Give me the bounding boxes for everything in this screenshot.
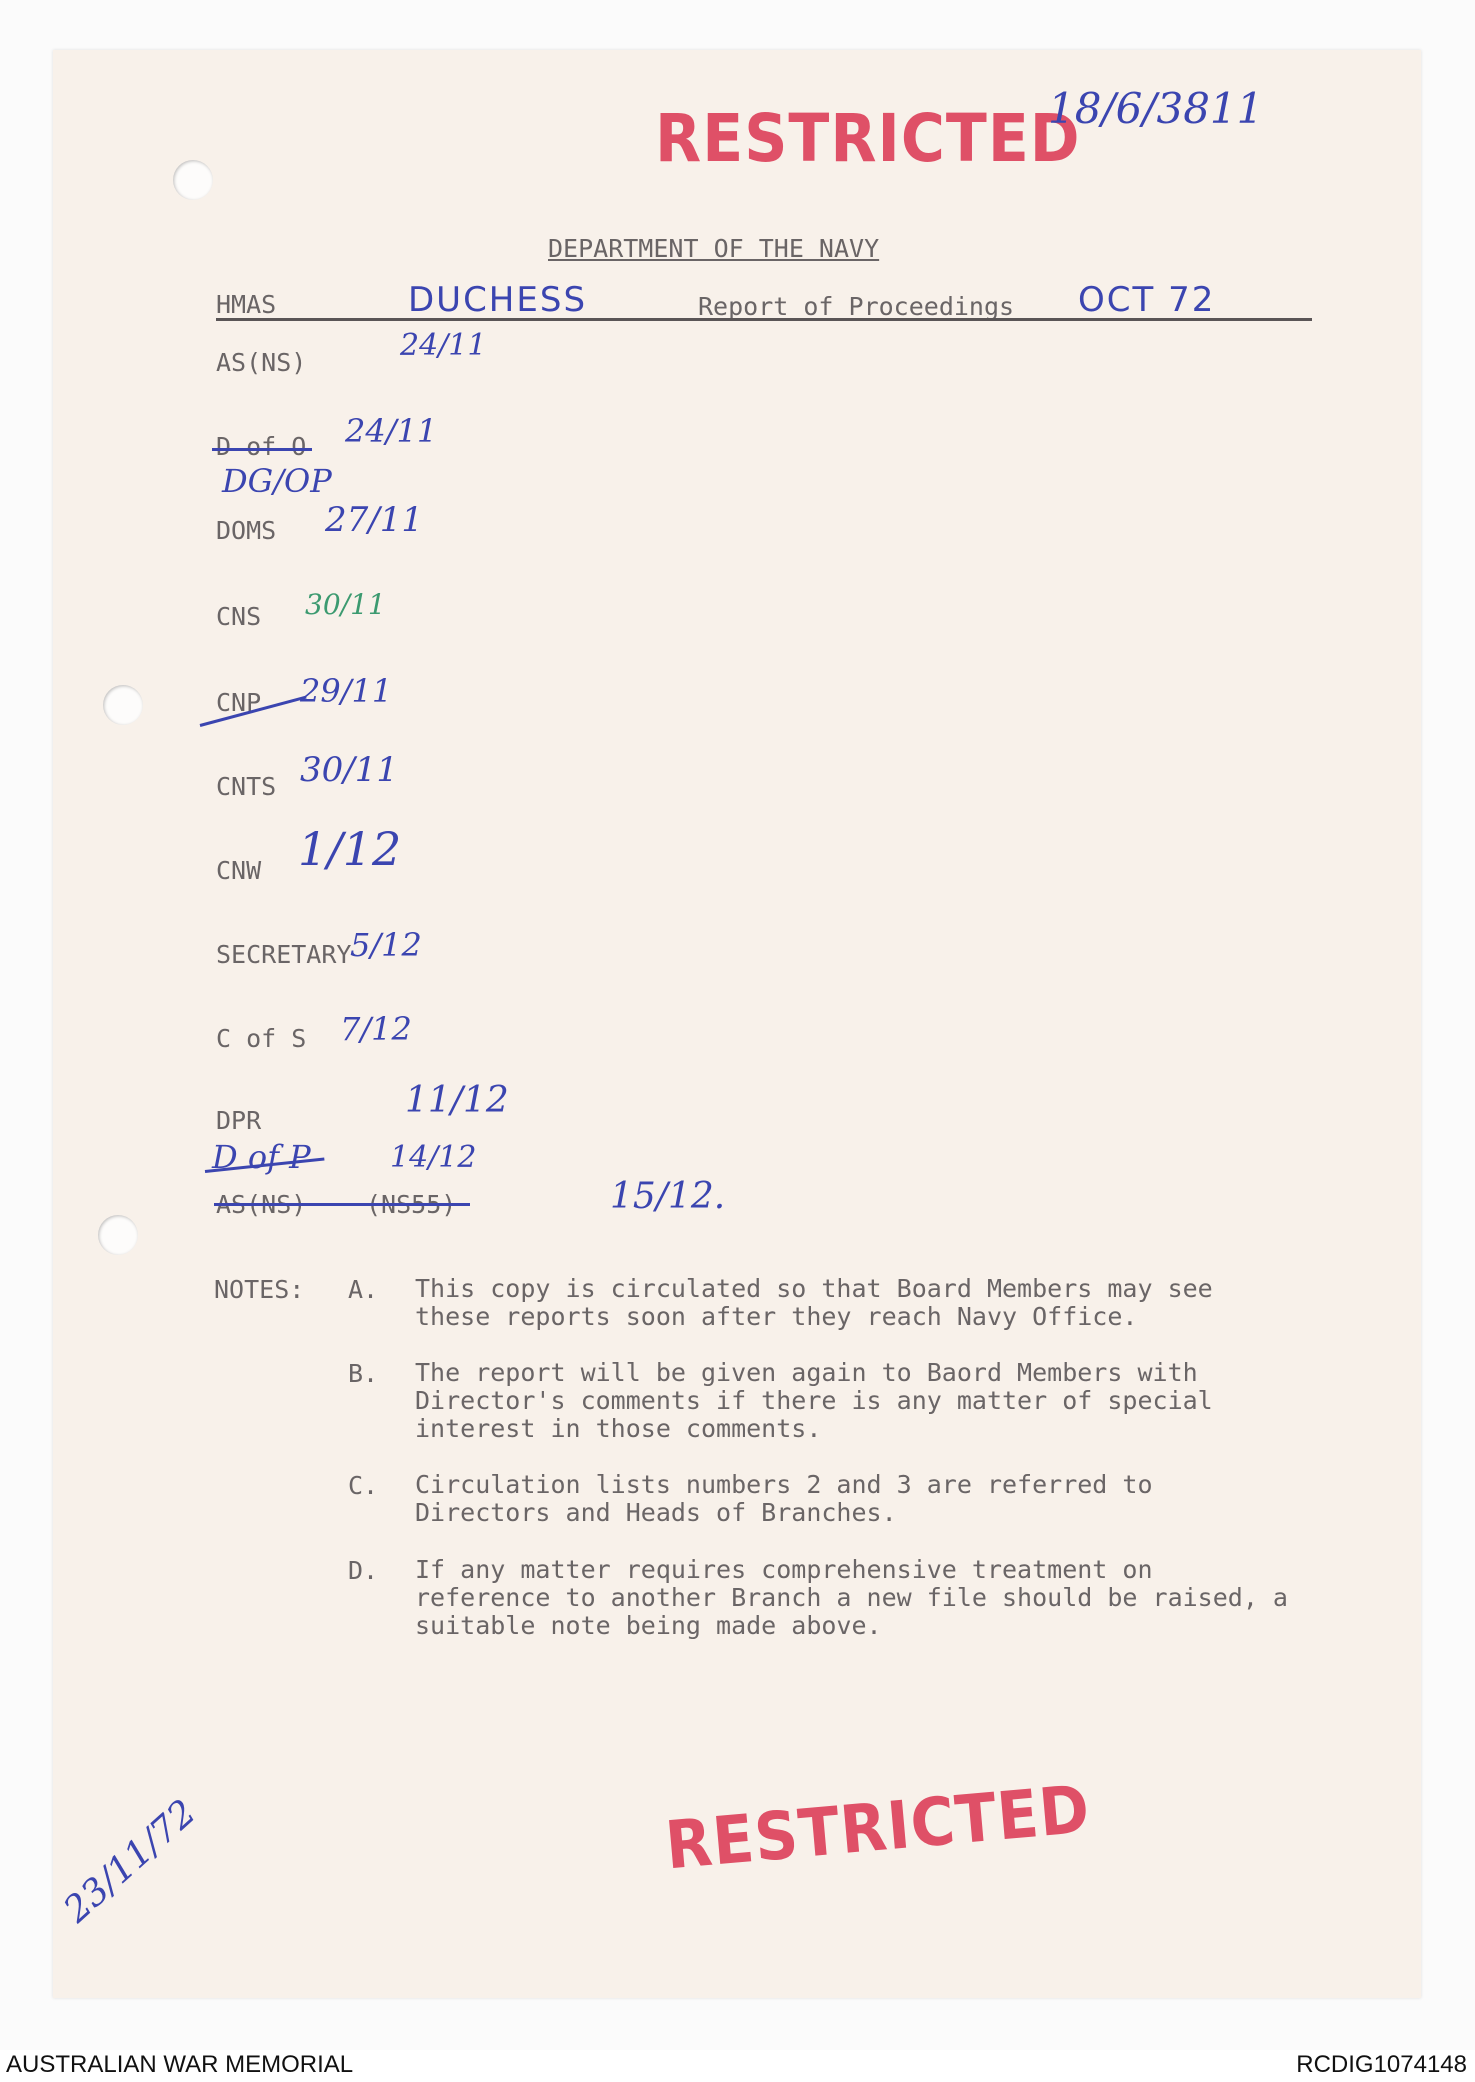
routing-code-cns: CNS xyxy=(216,602,262,631)
routing-code-d-of-o: D of O xyxy=(216,432,307,461)
note-text-a: This copy is circulated so that Board Members may see these reports soon after they reach Navy Office. xyxy=(415,1274,1213,1331)
hmas-label: HMAS xyxy=(216,290,277,319)
routing-note-as-ns: 24/11 xyxy=(400,328,487,363)
department-title: DEPARTMENT OF THE NAVY xyxy=(548,234,880,263)
routing-note-d-of-p: 14/12 xyxy=(390,1140,477,1175)
file-reference-annotation: 18/6/3811 xyxy=(1048,84,1264,133)
footer-archive-name: AUSTRALIAN WAR MEMORIAL xyxy=(6,2051,354,2078)
routing-code-cnw: CNW xyxy=(216,856,262,885)
notes-heading: NOTES: xyxy=(214,1275,305,1304)
ship-name: DUCHESS xyxy=(408,280,588,320)
routing-note-cnp: 29/11 xyxy=(300,672,393,710)
note-letter-a: A. xyxy=(348,1275,379,1304)
routing-note-dpr: 11/12 xyxy=(405,1080,509,1121)
strike-as-ns-final xyxy=(214,1203,470,1206)
note-text-d: If any matter requires comprehensive treatment on reference to another Branch a new file should be raised, a suitable note being made above. xyxy=(415,1555,1288,1640)
punch-hole-top xyxy=(173,160,213,200)
routing-note-cnw: 1/12 xyxy=(298,822,402,876)
routing-prefix-dg-op: DG/OP xyxy=(222,462,332,500)
routing-code-doms: DOMS xyxy=(216,516,277,545)
routing-note-secretary: 5/12 xyxy=(350,926,422,964)
note-letter-c: C. xyxy=(348,1471,379,1500)
strike-d-of-o xyxy=(212,448,312,451)
routing-note-c-of-s: 7/12 xyxy=(340,1010,412,1048)
routing-note-d-of-o: 24/11 xyxy=(345,412,438,450)
routing-note-cnts: 30/11 xyxy=(300,750,398,790)
note-text-b: The report will be given again to Baord Members with Director's comments if there is any matter of special interest in those comments. xyxy=(415,1358,1213,1443)
routing-code-as-ns-final: AS(NS) xyxy=(216,1190,307,1219)
routing-code-ns55: (NS55) xyxy=(366,1190,457,1219)
routing-code-cnp: CNP xyxy=(216,688,262,717)
report-label: Report of Proceedings xyxy=(698,292,1015,321)
routing-note-as-ns-final: 15/12. xyxy=(610,1176,726,1217)
routing-prefix-d-of-p: D of P xyxy=(212,1138,311,1176)
report-period: OCT 72 xyxy=(1078,280,1216,320)
routing-code-secretary: SECRETARY xyxy=(216,940,352,969)
routing-code-dpr: DPR xyxy=(216,1106,262,1135)
routing-code-as-ns: AS(NS) xyxy=(216,348,307,377)
routing-code-c-of-s: C of S xyxy=(216,1024,307,1053)
restricted-stamp-bottom: RESTRICTED xyxy=(662,1771,1094,1885)
note-text-c: Circulation lists numbers 2 and 3 are referred to Directors and Heads of Branches. xyxy=(415,1470,1153,1527)
routing-code-cnts: CNTS xyxy=(216,772,277,801)
footer-item-id: RCDIG1074148 xyxy=(1296,2051,1467,2078)
routing-note-cns: 30/11 xyxy=(305,588,386,621)
header-rule xyxy=(216,318,1312,321)
bottom-left-annotation: 23/11/72 xyxy=(56,1792,204,1931)
note-letter-b: B. xyxy=(348,1359,379,1388)
punch-hole-middle xyxy=(103,685,143,725)
restricted-stamp-top: RESTRICTED xyxy=(655,100,1081,178)
routing-note-doms: 27/11 xyxy=(325,500,423,540)
punch-hole-bottom xyxy=(98,1215,138,1255)
note-letter-d: D. xyxy=(348,1556,379,1585)
